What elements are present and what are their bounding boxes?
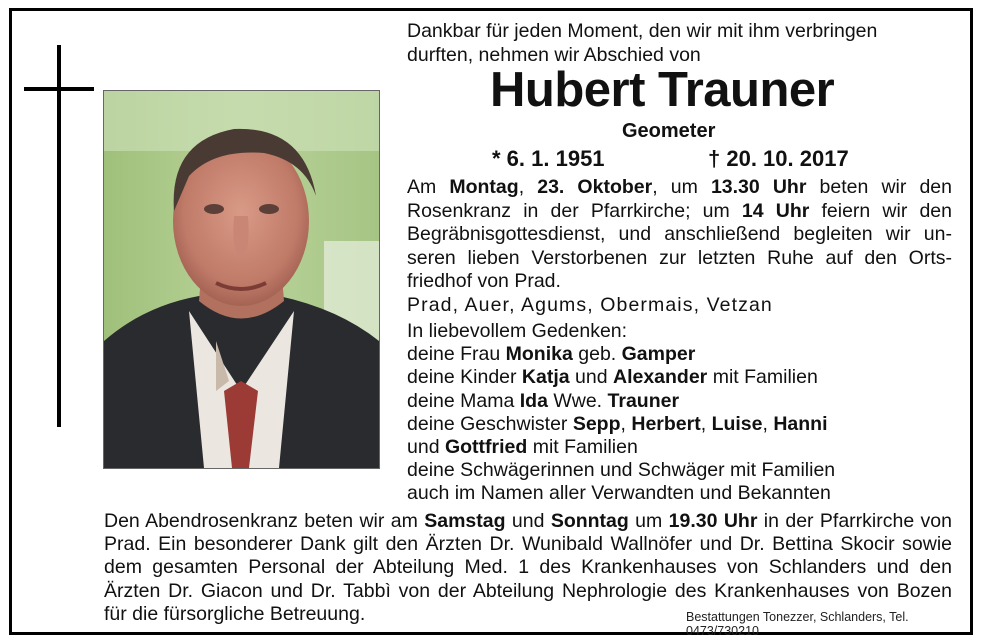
text-segment: deine Schwägerinnen und Schwäger mit Familien bbox=[407, 459, 836, 482]
mourner-line bbox=[407, 413, 952, 436]
death-date: † 20. 10. 2017 bbox=[708, 146, 849, 171]
emphasis-text: Monika bbox=[505, 343, 573, 366]
emphasis-text: 14 Uhr bbox=[741, 199, 810, 222]
cross-icon-bar bbox=[24, 87, 94, 91]
emphasis-text: Samstag bbox=[424, 510, 506, 532]
service-line bbox=[407, 247, 952, 271]
text-segment: deine Kinder bbox=[407, 366, 522, 389]
emphasis-text: Trauner bbox=[607, 389, 680, 412]
text-segment: deine Mama bbox=[407, 389, 520, 412]
text-segment: Begräbnisgottesdienst, und anschließend begleiten wir un- bbox=[407, 223, 952, 245]
thanks-line bbox=[104, 533, 952, 556]
mourner-line bbox=[407, 436, 952, 459]
birth-date: * 6. 1. 1951 bbox=[492, 146, 605, 171]
thanks-line bbox=[104, 556, 952, 579]
text-segment: in der Pfarrkirche von bbox=[757, 510, 952, 532]
profession: Geometer bbox=[622, 120, 716, 142]
emphasis-text: 23. Oktober bbox=[537, 176, 653, 198]
text-segment: Am bbox=[407, 176, 450, 198]
text-segment: seren lieben Verstorbenen zur letzten Ruhe auf den Orts- bbox=[407, 246, 952, 269]
service-line bbox=[407, 176, 952, 200]
text-segment: Den Abendrosenkranz beten wir am bbox=[104, 510, 425, 532]
text-segment: geb. bbox=[572, 343, 622, 366]
mourner-line bbox=[407, 482, 952, 505]
thanks-line bbox=[104, 510, 952, 533]
text-segment: , bbox=[620, 412, 632, 435]
text-segment: mit Familien bbox=[527, 436, 638, 459]
service-line bbox=[407, 200, 952, 224]
service-line bbox=[407, 223, 952, 247]
text-segment: mit Familien bbox=[707, 366, 818, 389]
text-segment: beten wir den bbox=[806, 176, 952, 198]
text-segment: Ärzten Dr. Giacon und Dr. Tabbì von der Abteilung Nephrologie des Krankenhauses von Bozen bbox=[104, 579, 952, 602]
emphasis-text: Herbert bbox=[631, 412, 701, 435]
text-segment: , bbox=[762, 412, 774, 435]
text-segment: , um bbox=[652, 176, 711, 198]
intro-line: Dankbar für jeden Moment, den wir mit ihm verbringen bbox=[407, 20, 878, 42]
text-segment: deine Geschwister bbox=[407, 412, 573, 435]
text-segment: für die fürsorgliche Betreuung. bbox=[104, 602, 366, 625]
emphasis-text: Luise bbox=[711, 412, 763, 435]
intro-text bbox=[407, 19, 952, 67]
emphasis-text: Ida bbox=[519, 389, 548, 412]
text-segment: um bbox=[628, 510, 669, 532]
text-segment: friedhof von Prad. bbox=[407, 270, 561, 292]
text-segment: Rosenkranz in der Pfarrkirche; um bbox=[407, 199, 742, 222]
emphasis-text: 19.30 Uhr bbox=[668, 510, 758, 532]
funeral-service-text bbox=[407, 176, 952, 294]
portrait-photo bbox=[103, 90, 380, 469]
emphasis-text: Gamper bbox=[621, 343, 696, 366]
deceased-name: Hubert Trauner bbox=[490, 63, 835, 117]
emphasis-text: Alexander bbox=[612, 366, 708, 389]
thanks-line bbox=[104, 580, 952, 603]
mourner-line bbox=[407, 390, 952, 413]
emphasis-text: Montag bbox=[449, 176, 519, 198]
text-segment: auch im Namen aller Verwandten und Bekannten bbox=[407, 482, 831, 505]
text-segment: und bbox=[505, 510, 551, 532]
emphasis-text: Gottfried bbox=[444, 436, 528, 459]
text-segment: feiern wir den bbox=[809, 199, 952, 222]
cross-icon bbox=[57, 45, 61, 427]
text-segment: und bbox=[407, 436, 445, 459]
text-segment: In liebevollem Gedenken: bbox=[407, 320, 628, 342]
places-line: Prad, Auer, Agums, Obermais, Vetzan bbox=[407, 294, 773, 316]
emphasis-text: Sonntag bbox=[550, 510, 629, 532]
emphasis-text: Hanni bbox=[773, 412, 828, 435]
emphasis-text: Sepp bbox=[572, 412, 621, 435]
emphasis-text: Katja bbox=[521, 366, 570, 389]
mourners-list bbox=[407, 320, 952, 506]
emphasis-text: 13.30 Uhr bbox=[710, 176, 807, 198]
thanks-text bbox=[104, 510, 952, 626]
text-segment: Wwe. bbox=[547, 389, 608, 412]
service-line bbox=[407, 270, 952, 294]
mourner-line bbox=[407, 343, 952, 366]
text-segment: dem gesamten Personal der Abteilung Med. 1 des Krankenhauses von Schlanders und den bbox=[104, 556, 952, 579]
intro-line: durften, nehmen wir Abschied von bbox=[407, 44, 701, 66]
text-segment: , bbox=[700, 412, 712, 435]
mourner-line bbox=[407, 320, 952, 343]
text-segment: Prad. Ein besonderer Dank gilt den Ärzten Dr. Wunibald Wallnöfer und Dr. Bettina Skocir sowie bbox=[104, 533, 952, 556]
text-segment: deine Frau bbox=[407, 343, 506, 366]
text-segment: , bbox=[518, 176, 538, 198]
funeral-home-credit: Bestattungen Tonezzer, Schlanders, Tel. 0473/730210 bbox=[686, 610, 909, 638]
mourner-line bbox=[407, 459, 952, 482]
text-segment: und bbox=[569, 366, 613, 389]
mourner-line bbox=[407, 366, 952, 389]
